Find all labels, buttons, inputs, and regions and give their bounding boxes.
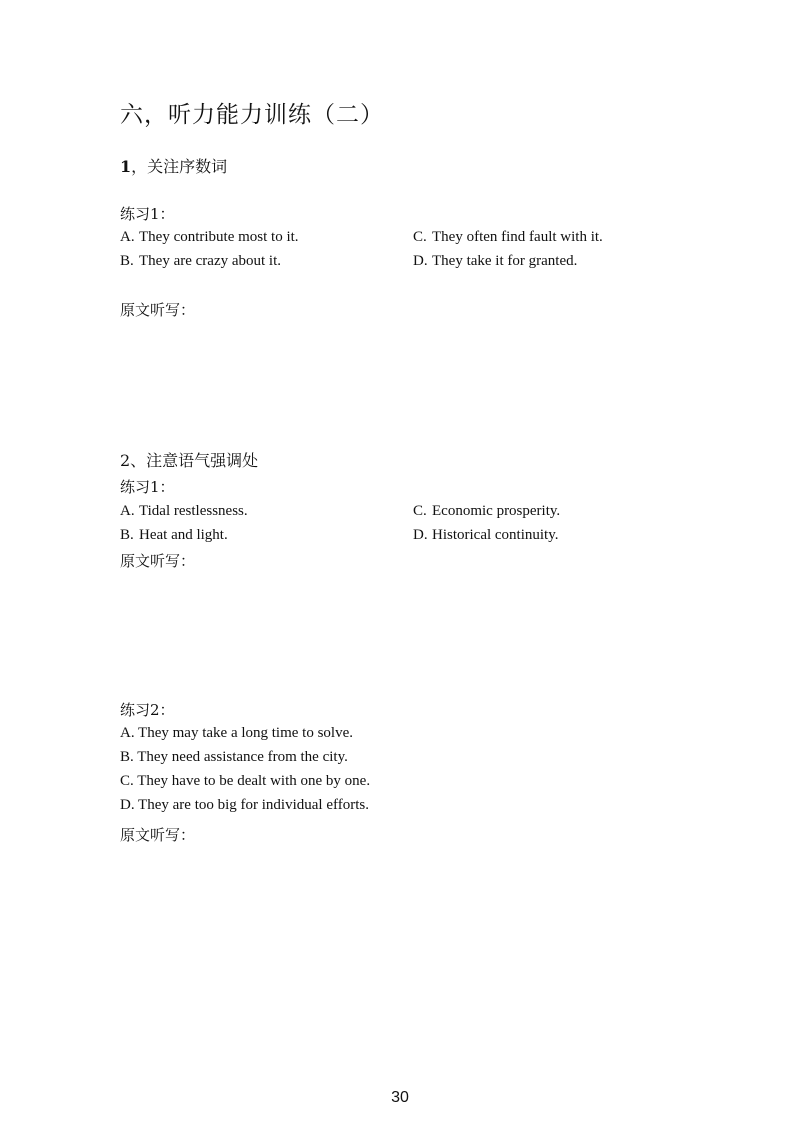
option-letter: D. xyxy=(413,253,428,269)
option-text: Heat and light. xyxy=(139,527,228,543)
option-b: B. They need assistance from the city. xyxy=(120,749,348,765)
option-c xyxy=(413,229,603,246)
option-letter: B. xyxy=(120,527,134,543)
section2-exercise2-transcript-label: 原文听写： xyxy=(120,826,196,844)
section2-heading: 2、注意语气强调处 xyxy=(120,451,259,470)
option-text: They contribute most to it. xyxy=(139,229,299,245)
option-a xyxy=(120,503,248,520)
section2-exercise1-transcript-label: 原文听写： xyxy=(120,552,196,570)
section1-heading-text: ，关注序数词 xyxy=(131,157,228,176)
page-title: 六，听力能力训练（二） xyxy=(120,102,384,128)
option-d: D. They are too big for individual efforts. xyxy=(120,797,369,813)
option-letter: B. xyxy=(120,253,134,269)
option-d xyxy=(413,253,577,270)
section2-exercise2-label: 练习2： xyxy=(120,701,175,719)
option-b xyxy=(120,527,228,544)
option-text: Economic prosperity. xyxy=(432,503,561,519)
option-letter: A. xyxy=(120,503,135,519)
option-d xyxy=(413,527,559,544)
option-c xyxy=(413,503,560,520)
option-a xyxy=(120,229,299,246)
section1-heading xyxy=(120,154,227,177)
option-c: C. They have to be dealt with one by one. xyxy=(120,773,371,789)
option-text: Tidal restlessness. xyxy=(139,503,248,519)
option-letter: C. xyxy=(413,503,427,519)
option-text: They take it for granted. xyxy=(432,253,578,269)
option-text: Historical continuity. xyxy=(432,527,559,543)
option-b xyxy=(120,253,281,270)
option-letter: A. xyxy=(120,229,135,245)
section1-transcript-label: 原文听写： xyxy=(120,301,196,319)
option-letter: C. xyxy=(413,229,427,245)
section1-exercise1-label: 练习1： xyxy=(120,205,175,223)
option-a: A. They may take a long time to solve. xyxy=(120,725,354,741)
option-text: They are crazy about it. xyxy=(139,253,282,269)
option-letter: D. xyxy=(413,527,428,543)
section1-heading-number: 1 xyxy=(120,157,132,176)
page-number: 30 xyxy=(391,1089,409,1106)
option-text: They often find fault with it. xyxy=(432,229,603,245)
section2-exercise1-label: 练习1： xyxy=(120,478,175,496)
